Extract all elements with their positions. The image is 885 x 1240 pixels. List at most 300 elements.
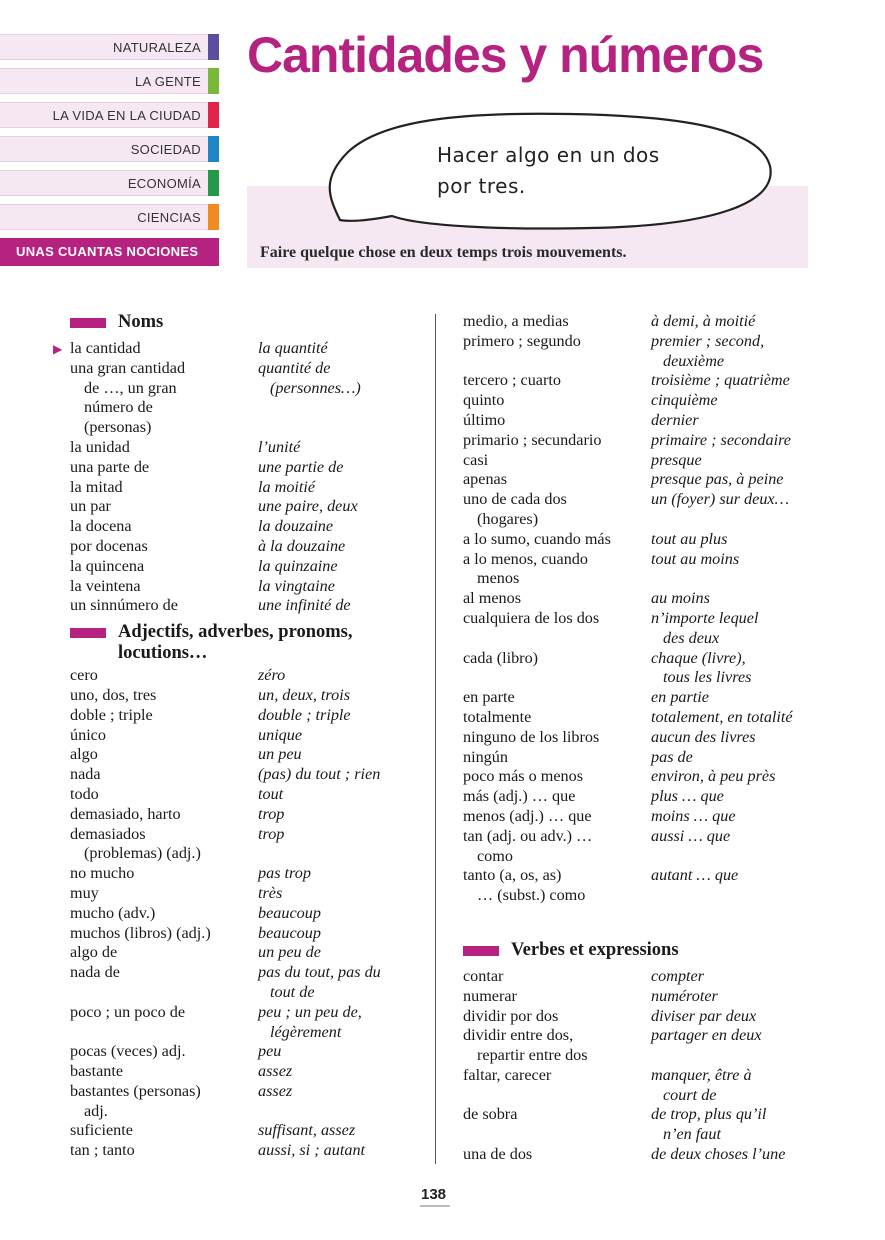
term-line: a lo sumo, cuando más [463, 529, 611, 548]
vocab-entry [70, 577, 420, 597]
term-line: pas de [651, 747, 693, 766]
term-line: un (foyer) sur deux… [651, 490, 790, 509]
section-nav [0, 34, 219, 274]
term-line: tout au plus [651, 529, 728, 548]
adjectifs-list-right [463, 312, 823, 906]
french-term [651, 866, 823, 906]
french-term [651, 470, 823, 490]
term-line: à demi, à moitié [651, 312, 756, 330]
term-line: unique [258, 725, 303, 744]
vocab-entry [463, 530, 823, 550]
term-line: nada [70, 765, 101, 784]
term-line: la cantidad [70, 339, 141, 357]
spanish-term [463, 767, 651, 787]
spanish-expression [437, 140, 757, 202]
spanish-term [463, 967, 651, 987]
term-line: diviser par deux [651, 1006, 757, 1025]
french-term [651, 967, 823, 987]
spanish-term [463, 1026, 651, 1066]
vocab-entry [463, 1066, 823, 1106]
french-term [651, 1026, 823, 1066]
vocab-entry [70, 1042, 420, 1062]
french-term [651, 688, 823, 708]
spanish-term [463, 391, 651, 411]
term-line: un par [70, 497, 111, 516]
spanish-term [70, 577, 258, 597]
term-line: légèrement [270, 1022, 342, 1041]
french-term [651, 411, 823, 431]
term-line: (personnes…) [270, 378, 361, 397]
french-term [258, 924, 420, 944]
nav-item-sociedad[interactable] [0, 136, 219, 162]
term-line: zéro [258, 666, 286, 685]
vocab-entry [463, 787, 823, 807]
term-line: primero ; segundo [463, 331, 581, 350]
heading-text: Noms [118, 312, 164, 332]
spanish-term [70, 438, 258, 458]
term-line: quinto [463, 391, 505, 410]
term-line: medio, a medias [463, 312, 569, 330]
french-term [258, 884, 420, 904]
french-term [258, 1141, 420, 1161]
term-line: tan ; tanto [70, 1141, 135, 1160]
vocab-entry [463, 767, 823, 787]
term-line: tanto (a, os, as) [463, 866, 562, 885]
french-term [258, 577, 420, 597]
french-term [651, 371, 823, 391]
french-term [258, 904, 420, 924]
spanish-term [70, 825, 258, 865]
vocab-entry [70, 686, 420, 706]
spanish-term [463, 1066, 651, 1106]
french-term [258, 339, 420, 359]
vocab-column-left [53, 312, 420, 1161]
spanish-term [463, 708, 651, 728]
expression-line: Hacer algo en un dos [437, 143, 660, 167]
french-term [258, 745, 420, 765]
spanish-term [70, 924, 258, 944]
term-line: de …, un gran [84, 378, 177, 397]
vocab-entry [463, 866, 823, 906]
term-line: una gran cantidad [70, 358, 186, 377]
term-line: très [258, 883, 283, 902]
vocab-entry [70, 666, 420, 686]
term-line: apenas [463, 470, 508, 489]
french-term [258, 666, 420, 686]
french-term [651, 312, 823, 332]
term-line: beaucoup [258, 903, 321, 922]
term-line: court de [663, 1085, 717, 1104]
spanish-term [70, 785, 258, 805]
term-line: dividir entre dos, [463, 1026, 574, 1045]
french-term [651, 1066, 823, 1106]
french-term [258, 943, 420, 963]
french-term [651, 550, 823, 590]
term-line: environ, à peu près [651, 767, 776, 786]
vocab-entry [70, 726, 420, 746]
adjectifs-list-left [70, 666, 420, 1161]
spanish-term [463, 1007, 651, 1027]
term-line: plus … que [651, 787, 724, 806]
term-line: a lo menos, cuando [463, 549, 588, 568]
vocab-entry [463, 708, 823, 728]
term-line: por docenas [70, 536, 148, 555]
term-line: pas trop [258, 864, 311, 883]
term-line: (pas) du tout ; rien [258, 765, 381, 784]
term-line: cero [70, 666, 98, 685]
spanish-term [70, 745, 258, 765]
spanish-term [463, 609, 651, 649]
term-line: chaque (livre), [651, 648, 746, 667]
heading-text: Adjectifs, adverbes, pronoms, locutions… [118, 622, 353, 664]
arrow-right-icon: ▶ [53, 342, 63, 356]
term-line: nada de [70, 963, 120, 982]
nav-item-label: SOCIEDAD [130, 142, 201, 157]
spanish-term [70, 1042, 258, 1062]
term-line: algo [70, 745, 98, 764]
term-line: un sinnúmero de [70, 596, 178, 615]
term-line: doble ; triple [70, 705, 153, 724]
vocab-entry [70, 537, 420, 557]
term-line: la quantité [258, 339, 328, 357]
spanish-term [70, 706, 258, 726]
term-line: au moins [651, 589, 710, 608]
term-line: muy [70, 883, 99, 902]
term-line: repartir entre dos [477, 1046, 588, 1065]
spanish-term [70, 596, 258, 616]
vocab-entry [70, 458, 420, 478]
term-line: tout de [270, 982, 315, 1001]
vocab-entry [463, 827, 823, 867]
spanish-term [70, 339, 258, 359]
heading-marker [463, 946, 499, 956]
term-line: en parte [463, 688, 515, 707]
vocab-entry [70, 745, 420, 765]
spanish-term [463, 649, 651, 689]
nav-item-la-vida-en-la-ciudad[interactable] [0, 102, 219, 128]
nav-color-tab [208, 136, 219, 162]
term-line: compter [651, 966, 705, 985]
term-line: un, deux, trois [258, 685, 351, 704]
spanish-term [463, 371, 651, 391]
term-line: mucho (adv.) [70, 903, 156, 922]
term-line: trop [258, 824, 285, 843]
term-line: premier ; second, [651, 331, 765, 350]
french-term [258, 686, 420, 706]
vocab-entry [463, 431, 823, 451]
term-line: primario ; secundario [463, 430, 602, 449]
vocab-entry [70, 904, 420, 924]
term-line: aussi … que [651, 826, 731, 845]
term-line: peu ; un peu de, [258, 1002, 362, 1021]
term-line: l’unité [258, 437, 301, 456]
term-line: más (adj.) … que [463, 787, 576, 806]
term-line: algo de [70, 943, 118, 962]
term-line: troisième ; quatrième [651, 371, 790, 390]
term-line: (problemas) (adj.) [84, 844, 201, 863]
vocab-entry [70, 706, 420, 726]
vocab-entry [463, 807, 823, 827]
vocab-entry [463, 451, 823, 471]
french-term [258, 1121, 420, 1141]
term-line: todo [70, 784, 99, 803]
vocab-entry [70, 765, 420, 785]
nav-color-tab [208, 204, 219, 230]
nav-color-tab [208, 34, 219, 60]
term-line: une infinité de [258, 596, 351, 615]
vocab-entry [70, 805, 420, 825]
term-line: poco más o menos [463, 767, 584, 786]
nav-item-naturaleza[interactable] [0, 34, 219, 60]
term-line: manquer, être à [651, 1065, 752, 1084]
vocab-entry [463, 1145, 823, 1165]
vocab-entry [70, 924, 420, 944]
spanish-term [463, 332, 651, 372]
heading-marker [70, 318, 106, 328]
term-line: demasiado, harto [70, 804, 181, 823]
term-line: quantité de [258, 358, 331, 377]
vocab-entry [463, 649, 823, 689]
french-term [651, 827, 823, 867]
section-heading-adjectifs [70, 622, 420, 664]
term-line: numéroter [651, 986, 718, 1005]
french-term [651, 767, 823, 787]
spanish-term [70, 359, 258, 438]
vocab-column-right [463, 312, 823, 1165]
nav-item-economia[interactable] [0, 170, 219, 196]
spanish-term [70, 1062, 258, 1082]
french-term [258, 864, 420, 884]
term-line: pocas (veces) adj. [70, 1042, 186, 1061]
spanish-term [463, 589, 651, 609]
term-line: n’en faut [663, 1125, 721, 1144]
term-line: ningún [463, 747, 508, 766]
vocab-entry [463, 748, 823, 768]
french-term [258, 1082, 420, 1122]
term-line: tous les livres [663, 668, 752, 687]
vocab-entry [70, 1082, 420, 1122]
french-term [258, 517, 420, 537]
spanish-term [463, 807, 651, 827]
term-line: (hogares) [477, 509, 539, 528]
vocab-entry [70, 557, 420, 577]
term-line: numerar [463, 986, 517, 1005]
term-line: la docena [70, 517, 132, 536]
term-line: totalement, en totalité [651, 707, 793, 726]
vocab-entry [70, 1121, 420, 1141]
french-term [651, 1007, 823, 1027]
nav-item-la-gente[interactable] [0, 68, 219, 94]
term-line: al menos [463, 589, 521, 608]
vocab-entry [70, 864, 420, 884]
term-line: último [463, 410, 506, 429]
french-term [258, 458, 420, 478]
term-line: cualquiera de los dos [463, 608, 600, 627]
french-term [651, 728, 823, 748]
term-line: une partie de [258, 457, 344, 476]
vocab-entry [463, 1105, 823, 1145]
term-line: trop [258, 804, 285, 823]
spanish-term [463, 411, 651, 431]
vocab-entry [463, 490, 823, 530]
french-term [651, 589, 823, 609]
term-line: muchos (libros) (adj.) [70, 923, 211, 942]
spanish-term [70, 765, 258, 785]
page-title: Cantidades y números [247, 27, 764, 83]
term-line: adj. [84, 1101, 108, 1120]
term-line: beaucoup [258, 923, 321, 942]
term-line: assez [258, 1081, 293, 1100]
term-line: cada (libro) [463, 648, 539, 667]
vocab-entry [463, 470, 823, 490]
vocab-entry [70, 1003, 420, 1043]
spanish-term [70, 478, 258, 498]
nav-color-tab [208, 102, 219, 128]
spanish-term [70, 666, 258, 686]
french-term [258, 963, 420, 1003]
french-term [258, 537, 420, 557]
french-translation: Faire quelque chose en deux temps trois mouvements. [260, 244, 627, 261]
term-line: peu [258, 1042, 282, 1061]
term-line: la mitad [70, 477, 123, 496]
french-term [258, 1062, 420, 1082]
french-term [651, 987, 823, 1007]
french-term [651, 807, 823, 827]
term-line: menos (adj.) … que [463, 806, 592, 825]
spanish-term [463, 827, 651, 867]
nav-item-label: LA VIDA EN LA CIUDAD [52, 108, 201, 123]
vocab-entry [70, 517, 420, 537]
term-line: deuxième [663, 351, 725, 370]
vocab-entry [463, 688, 823, 708]
term-line: de trop, plus qu’il [651, 1105, 767, 1124]
expression-line: por tres. [437, 174, 526, 198]
term-line: poco ; un poco de [70, 1002, 186, 1021]
page-number: 138 [421, 1186, 447, 1203]
term-line: pas du tout, pas du [258, 963, 381, 982]
spanish-term [463, 748, 651, 768]
french-term [258, 825, 420, 865]
spanish-term [70, 1082, 258, 1122]
nav-item-label: UNAS CUANTAS NOCIONES [16, 244, 199, 259]
french-term [258, 596, 420, 616]
vocab-entry [70, 438, 420, 458]
vocab-entry [463, 411, 823, 431]
heading-text: Verbes et expressions [511, 939, 679, 960]
french-term [651, 530, 823, 550]
vocab-entry [53, 339, 420, 359]
spanish-term [463, 787, 651, 807]
vocab-entry [70, 884, 420, 904]
spanish-term [70, 864, 258, 884]
term-line: uno de cada dos [463, 490, 567, 509]
spanish-term [70, 904, 258, 924]
term-line: aucun des livres [651, 727, 756, 746]
french-term [651, 391, 823, 411]
french-term [258, 497, 420, 517]
term-line: la quincena [70, 556, 145, 575]
french-term [651, 451, 823, 471]
vocab-entry [463, 550, 823, 590]
spanish-term [463, 470, 651, 490]
french-term [258, 359, 420, 438]
spanish-term [70, 1003, 258, 1043]
vocab-entry [463, 609, 823, 649]
term-line: tout au moins [651, 549, 740, 568]
term-line: demasiados [70, 824, 146, 843]
term-line: tan (adj. ou adv.) … [463, 826, 593, 845]
term-line: tout [258, 784, 284, 803]
heading-marker [70, 628, 106, 638]
term-line: la vingtaine [258, 576, 335, 595]
french-term [651, 332, 823, 372]
term-line: moins … que [651, 806, 736, 825]
spanish-term [70, 1121, 258, 1141]
term-line: bastantes (personas) [70, 1081, 201, 1100]
term-line: des deux [663, 628, 720, 647]
nav-item-label: CIENCIAS [137, 210, 201, 225]
vocab-entry [463, 391, 823, 411]
spanish-term [463, 431, 651, 451]
spanish-term [463, 728, 651, 748]
vocab-entry [463, 312, 823, 332]
spanish-term [70, 517, 258, 537]
spanish-term [70, 557, 258, 577]
french-term [258, 438, 420, 458]
french-term [258, 478, 420, 498]
french-term [258, 765, 420, 785]
spanish-term [70, 537, 258, 557]
term-line: à la douzaine [258, 536, 346, 555]
term-line: autant … que [651, 866, 739, 885]
vocab-entry [463, 1007, 823, 1027]
french-term [651, 649, 823, 689]
spanish-term [463, 312, 651, 332]
spanish-term [70, 943, 258, 963]
term-line: totalmente [463, 707, 532, 726]
vocab-entry [463, 1026, 823, 1066]
nav-color-tab [208, 170, 219, 196]
term-line: una de dos [463, 1145, 533, 1164]
term-line: una parte de [70, 457, 150, 476]
spanish-term [70, 497, 258, 517]
french-term [258, 1042, 420, 1062]
spanish-term [463, 1105, 651, 1145]
term-line: no mucho [70, 864, 135, 883]
nav-item-label: NATURALEZA [113, 40, 201, 55]
spanish-term [463, 550, 651, 590]
term-line: la veintena [70, 576, 141, 595]
spanish-term [70, 1141, 258, 1161]
spanish-term [70, 884, 258, 904]
vocab-entry [70, 478, 420, 498]
term-line: faltar, carecer [463, 1065, 552, 1084]
term-line: menos [477, 569, 520, 588]
term-line: suficiente [70, 1121, 133, 1140]
term-line: número de [84, 398, 153, 417]
term-line: primaire ; secondaire [651, 430, 791, 449]
nav-item-ciencias[interactable] [0, 204, 219, 230]
term-line: contar [463, 966, 504, 985]
term-line: dernier [651, 410, 699, 429]
term-line: double ; triple [258, 705, 351, 724]
nav-item-unas-cuantas-nociones[interactable] [0, 238, 219, 266]
term-line: casi [463, 450, 489, 469]
vocab-entry [70, 963, 420, 1003]
nav-color-tab [208, 68, 219, 94]
page-number-underline [420, 1205, 450, 1207]
term-line: bastante [70, 1062, 124, 1081]
